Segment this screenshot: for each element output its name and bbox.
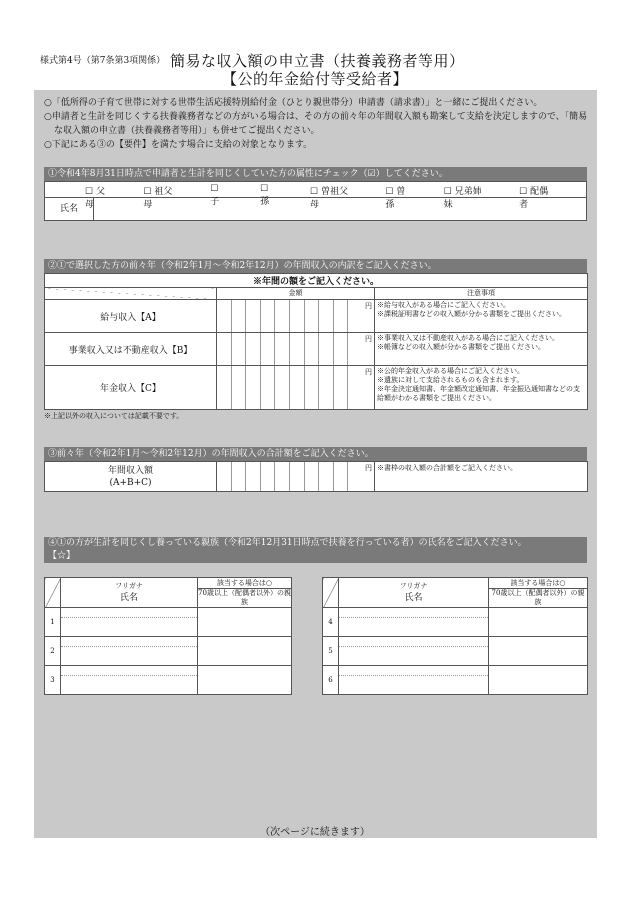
option-label: 子 — [210, 197, 220, 207]
total-label: 年間収入額 — [107, 465, 153, 476]
row-number: 6 — [323, 666, 339, 695]
total-formula: (A+B+C) — [109, 477, 152, 488]
section-3-header: ③前々年（令和2年1月～令和2年12月）の年間収入の合計額をご記入ください。 — [44, 447, 587, 461]
checkbox-grandchild[interactable]: ☐ 孫 — [260, 184, 270, 207]
diagonal-cell — [323, 578, 339, 608]
amount-input-a[interactable] — [217, 300, 375, 333]
furigana-input[interactable] — [61, 608, 197, 618]
amount-input-c[interactable] — [217, 366, 375, 410]
total-note: ※書枠の収入額の合計額をご記入ください。 — [375, 462, 588, 492]
note-line: ※公的年金収入がある場合にご記入ください。 — [377, 367, 524, 375]
total-income-table — [44, 461, 588, 492]
note-line: ※事業収入又は不動産収入がある場合にご記入ください。 — [377, 334, 559, 342]
relative-name-input[interactable] — [339, 676, 488, 694]
table-row — [323, 608, 588, 637]
relatives-table-right — [322, 577, 588, 695]
row-number: 3 — [45, 666, 61, 695]
table-row — [45, 608, 292, 637]
row-label: 給与収入【A】 — [45, 300, 217, 333]
yen-unit: 円 — [365, 302, 372, 310]
row-number: 2 — [45, 637, 61, 666]
note-1: ○「低所得の子育て世帯に対する世帯生活応援特別給付金（ひとり親世帯分）申請書（請求書）」と一緒にご提出ください。 — [44, 98, 543, 108]
page-title: 簡易な収入額の申立書（扶養義務者等用） — [170, 52, 465, 70]
check-subheader: 70歳以上（配偶者以外）の親族 — [491, 588, 585, 606]
table-row — [323, 666, 588, 695]
row-label: 年金収入【C】 — [45, 366, 217, 410]
table-row — [45, 333, 588, 366]
option-label: 孫 — [260, 197, 270, 207]
furigana-input[interactable] — [61, 637, 197, 647]
age-check-input[interactable] — [489, 637, 588, 666]
diagonal-cell — [45, 288, 217, 300]
checkbox-child[interactable]: ☐ 子 — [210, 184, 220, 207]
checkbox-father-mother[interactable]: ☐ 父母 — [85, 187, 105, 210]
checkbox-great-grandparents[interactable]: ☐ 曽祖父母 — [310, 187, 348, 210]
continued-footer: （次ページに続きます） — [260, 827, 370, 838]
checkbox-great-grandchild[interactable]: ☐ 曽孫 — [385, 187, 406, 210]
section-4-header — [44, 537, 587, 563]
section-1-header: ①令和4年8月31日時点で申請者と生計を同じくしていた方の属性にチェック（☑）してください。 — [44, 167, 587, 181]
note-line: ※給与収入がある場合にご記入ください。 — [377, 301, 510, 309]
checkbox-spouse[interactable]: ☐ 配偶者 — [519, 187, 549, 210]
col-amount: 金額 — [217, 288, 375, 300]
check-subheader: 70歳以上（配偶者以外）の親族 — [198, 588, 291, 606]
income-breakdown-table — [44, 273, 588, 410]
yen-unit: 円 — [365, 335, 372, 343]
section-4-mark: 【☆】 — [48, 551, 76, 561]
section-4-title: ④①の方が生計を同じくし養っている親族（令和2年12月31日時点で扶養を行っている者）の氏名をご記入ください。 — [48, 538, 527, 548]
row-number: 5 — [323, 637, 339, 666]
col-notes: 注意事項 — [375, 288, 588, 300]
name-row — [44, 198, 587, 221]
diagonal-cell — [45, 578, 61, 608]
option-label: 曽孫 — [385, 187, 406, 210]
checkbox-siblings[interactable]: ☐ 兄弟姉妹 — [443, 187, 482, 210]
age-check-input[interactable] — [489, 608, 588, 637]
checkbox-grandparents[interactable]: ☐ 祖父母 — [143, 187, 173, 210]
relative-name-input[interactable] — [339, 647, 488, 665]
total-amount-input[interactable] — [217, 462, 375, 492]
age-check-input[interactable] — [198, 666, 292, 695]
row-number: 4 — [323, 608, 339, 637]
row-label: 事業収入又は不動産収入【B】 — [45, 333, 217, 366]
footnote: ※上記以外の収入については記載不要です。 — [44, 412, 184, 420]
name-header: 氏名 — [404, 593, 423, 603]
row-number: 1 — [45, 608, 61, 637]
age-check-input[interactable] — [489, 666, 588, 695]
section-4 — [44, 537, 587, 563]
furigana-input[interactable] — [339, 637, 488, 647]
relative-name-input[interactable] — [61, 676, 197, 694]
option-label: 配偶者 — [519, 187, 549, 210]
note-line: ※年金決定通知書、年金額改定通知書、年金振込通知書などの支給額がわかる書類をご提出ください。 — [377, 385, 580, 402]
relative-name-input[interactable] — [61, 647, 197, 665]
age-check-input[interactable] — [198, 637, 292, 666]
furigana-input[interactable] — [61, 666, 197, 676]
table-row — [323, 637, 588, 666]
table-subheader: ※年間の額をご記入ください。 — [45, 274, 588, 288]
table-row — [45, 366, 588, 410]
page-subtitle: 【公的年金給付等受給者】 — [222, 70, 409, 88]
option-label: 兄弟姉妹 — [443, 187, 482, 210]
name-input[interactable] — [94, 198, 586, 220]
yen-unit: 円 — [365, 368, 372, 376]
furigana-input[interactable] — [339, 608, 488, 618]
table-row — [45, 300, 588, 333]
section-2 — [44, 259, 587, 421]
name-header: 氏名 — [119, 593, 138, 603]
table-row — [45, 666, 292, 695]
note-line: ※課税証明書などの収入額が分かる書類をご提出ください。 — [377, 310, 566, 318]
relatives-table-left — [44, 577, 292, 695]
option-label: 祖父母 — [143, 187, 173, 210]
section-2-header: ②①で選択した方の前々年（令和2年1月～令和2年12月）の年間収入の内訳をご記入ください。 — [44, 259, 587, 273]
note-3: ○下記にある③の【要件】を満たす場合に支給の対象となります。 — [44, 140, 313, 150]
furigana-header: フリガナ — [115, 582, 143, 590]
note-line: ※遺族に対して支給されるものも含まれます。 — [377, 376, 524, 384]
table-row — [45, 637, 292, 666]
relative-name-input[interactable] — [339, 618, 488, 636]
instruction-notes — [44, 96, 589, 152]
age-check-input[interactable] — [198, 608, 292, 637]
name-label: 氏名 — [45, 198, 94, 220]
note-2: ○申請者と生計を同じくする扶養義務者などの方がいる場合は、その方の前々年の年間収入額も勘案して支給を決定しますので、「簡易な収入額の申立書（扶養義務者等用）」も併せてご提出ください。 — [44, 112, 588, 136]
check-header: 該当する場合は○ — [489, 579, 587, 589]
relative-name-input[interactable] — [61, 618, 197, 636]
section-3 — [44, 447, 587, 492]
option-label: 曽祖父母 — [310, 187, 348, 210]
yen-unit: 円 — [365, 464, 372, 472]
option-label: 父母 — [85, 187, 105, 210]
note-line: ※帳簿などの収入額が分かる書類をご提出ください。 — [377, 343, 545, 351]
furigana-input[interactable] — [339, 666, 488, 676]
check-header: 該当する場合は○ — [198, 579, 291, 589]
section-1 — [44, 167, 587, 221]
amount-input-b[interactable] — [217, 333, 375, 366]
furigana-header: フリガナ — [399, 582, 428, 590]
form-id: 様式第4号（第7条第3項関係） — [40, 56, 166, 66]
